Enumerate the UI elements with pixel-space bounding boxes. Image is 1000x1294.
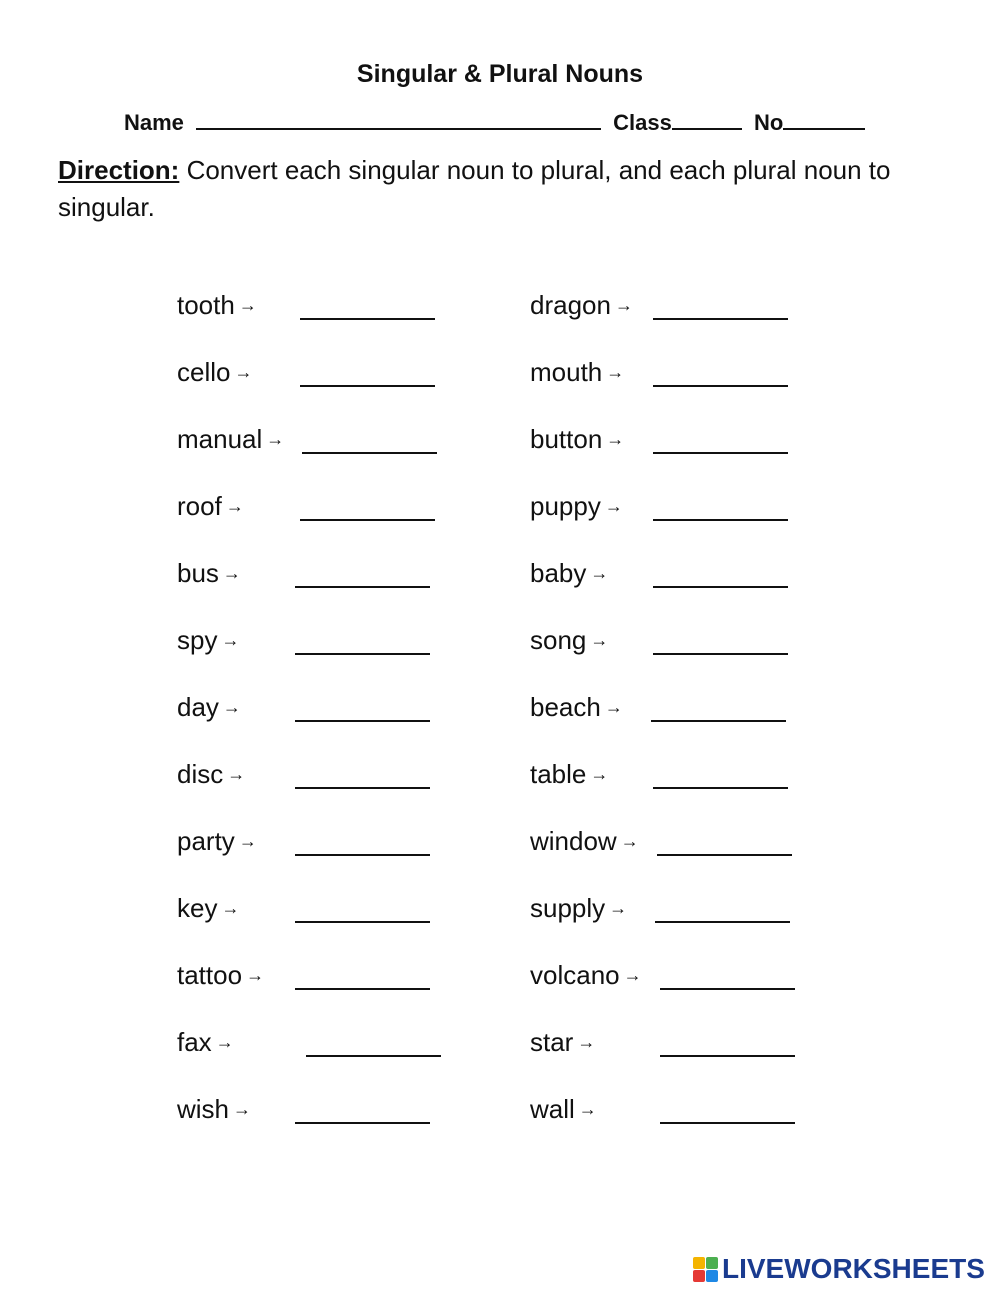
right-word-row	[530, 491, 793, 531]
left-word-row	[177, 692, 435, 732]
noun-text: tooth	[177, 290, 235, 320]
student-info-line	[124, 110, 884, 136]
arrow-icon: →	[606, 362, 625, 382]
noun-word	[177, 826, 257, 857]
right-word-row	[530, 759, 793, 799]
arrow-icon: →	[623, 965, 642, 985]
arrow-icon: →	[590, 563, 609, 583]
noun-text: wish	[177, 1094, 230, 1124]
answer-blank[interactable]	[651, 720, 786, 722]
noun-word	[530, 826, 639, 857]
name-field[interactable]	[196, 110, 601, 130]
answer-blank[interactable]	[295, 653, 430, 655]
answer-blank[interactable]	[295, 854, 430, 856]
arrow-icon: →	[578, 1099, 597, 1119]
arrow-icon: →	[233, 1099, 252, 1119]
noun-word	[530, 357, 624, 388]
noun-word	[530, 290, 633, 321]
answer-blank[interactable]	[295, 787, 430, 789]
logo-mark-icon	[693, 1257, 718, 1282]
right-word-row	[530, 424, 793, 464]
answer-blank[interactable]	[306, 1055, 441, 1057]
left-word-row	[177, 357, 440, 397]
left-word-row	[177, 893, 435, 933]
noun-text: star	[530, 1027, 574, 1057]
right-word-row	[530, 625, 793, 665]
noun-word	[177, 692, 241, 723]
noun-text: dragon	[530, 290, 611, 320]
arrow-icon: →	[238, 831, 257, 851]
arrow-icon: →	[620, 831, 639, 851]
answer-blank[interactable]	[653, 586, 788, 588]
arrow-icon: →	[577, 1032, 596, 1052]
noun-text: baby	[530, 558, 587, 588]
answer-blank[interactable]	[655, 921, 790, 923]
noun-text: day	[177, 692, 219, 722]
class-label: Class	[613, 110, 672, 135]
noun-word	[177, 960, 264, 991]
noun-word	[177, 491, 244, 522]
answer-blank[interactable]	[300, 318, 435, 320]
arrow-icon: →	[225, 496, 244, 516]
right-word-row	[530, 692, 791, 732]
arrow-icon: →	[604, 697, 623, 717]
arrow-icon: →	[227, 764, 246, 784]
noun-text: beach	[530, 692, 601, 722]
noun-word	[530, 759, 608, 790]
noun-text: tattoo	[177, 960, 243, 990]
noun-word	[530, 692, 623, 723]
number-label: No	[754, 110, 784, 135]
answer-blank[interactable]	[653, 452, 788, 454]
noun-word	[177, 759, 245, 790]
noun-word	[530, 893, 627, 924]
noun-text: song	[530, 625, 587, 655]
noun-text: window	[530, 826, 617, 856]
arrow-icon: →	[590, 764, 609, 784]
arrow-icon: →	[222, 697, 241, 717]
noun-word	[530, 558, 608, 589]
name-label: Name	[124, 110, 184, 135]
noun-text: mouth	[530, 357, 603, 387]
answer-blank[interactable]	[295, 586, 430, 588]
answer-blank[interactable]	[653, 385, 788, 387]
noun-text: party	[177, 826, 235, 856]
noun-word	[530, 1027, 595, 1058]
noun-word	[177, 1094, 251, 1125]
left-word-row	[177, 290, 440, 330]
answer-blank[interactable]	[295, 921, 430, 923]
left-word-row	[177, 826, 435, 866]
noun-word	[177, 357, 252, 388]
noun-text: table	[530, 759, 587, 789]
arrow-icon: →	[234, 362, 253, 382]
right-word-row	[530, 826, 797, 866]
left-word-row	[177, 1027, 446, 1067]
left-word-row	[177, 491, 440, 531]
answer-blank[interactable]	[295, 1122, 430, 1124]
noun-text: cello	[177, 357, 231, 387]
noun-text: fax	[177, 1027, 212, 1057]
noun-word	[177, 290, 257, 321]
arrow-icon: →	[221, 630, 240, 650]
noun-word	[530, 1094, 597, 1125]
right-word-row	[530, 1027, 800, 1067]
noun-word	[177, 424, 284, 455]
noun-text: key	[177, 893, 218, 923]
answer-blank[interactable]	[295, 720, 430, 722]
answer-blank[interactable]	[653, 787, 788, 789]
noun-word	[177, 558, 241, 589]
answer-blank[interactable]	[653, 653, 788, 655]
arrow-icon: →	[604, 496, 623, 516]
answer-blank[interactable]	[660, 1055, 795, 1057]
noun-text: button	[530, 424, 603, 454]
left-word-row	[177, 960, 435, 1000]
arrow-icon: →	[238, 295, 257, 315]
right-word-row	[530, 558, 793, 598]
arrow-icon: →	[221, 898, 240, 918]
noun-text: spy	[177, 625, 218, 655]
liveworksheets-logo	[693, 1254, 985, 1284]
answer-blank[interactable]	[302, 452, 437, 454]
right-word-row	[530, 1094, 800, 1134]
right-word-row	[530, 290, 793, 330]
noun-word	[177, 1027, 234, 1058]
arrow-icon: →	[215, 1032, 234, 1052]
noun-text: manual	[177, 424, 263, 454]
arrow-icon: →	[246, 965, 265, 985]
logo-text: LIVEWORKSHEETS	[722, 1253, 985, 1284]
arrow-icon: →	[590, 630, 609, 650]
answer-blank[interactable]	[653, 519, 788, 521]
left-word-row	[177, 558, 435, 598]
arrow-icon: →	[606, 429, 625, 449]
noun-word	[177, 893, 239, 924]
class-field[interactable]	[672, 110, 742, 130]
left-word-row	[177, 424, 442, 464]
noun-word	[530, 625, 608, 656]
direction-paragraph	[58, 152, 948, 226]
left-word-row	[177, 625, 435, 665]
worksheet-title: Singular & Plural Nouns	[356, 60, 644, 88]
noun-text: disc	[177, 759, 224, 789]
arrow-icon: →	[609, 898, 628, 918]
arrow-icon: →	[222, 563, 241, 583]
noun-word	[530, 424, 624, 455]
right-word-row	[530, 357, 793, 397]
answer-blank[interactable]	[657, 854, 792, 856]
noun-text: volcano	[530, 960, 620, 990]
arrow-icon: →	[266, 429, 285, 449]
noun-text: puppy	[530, 491, 601, 521]
direction-label: Direction:	[58, 155, 180, 185]
noun-text: bus	[177, 558, 219, 588]
answer-blank[interactable]	[653, 318, 788, 320]
answer-blank[interactable]	[300, 519, 435, 521]
answer-blank[interactable]	[295, 988, 430, 990]
answer-blank[interactable]	[660, 1122, 795, 1124]
noun-word	[530, 491, 623, 522]
noun-word	[177, 625, 239, 656]
answer-blank[interactable]	[660, 988, 795, 990]
left-word-row	[177, 759, 435, 799]
noun-word	[530, 960, 642, 991]
number-field[interactable]	[783, 110, 865, 130]
noun-text: supply	[530, 893, 606, 923]
direction-text: Convert each singular noun to plural, and each plural noun to singular.	[58, 155, 891, 222]
arrow-icon: →	[614, 295, 633, 315]
answer-blank[interactable]	[300, 385, 435, 387]
left-word-row	[177, 1094, 435, 1134]
noun-text: roof	[177, 491, 222, 521]
right-word-row	[530, 893, 795, 933]
right-word-row	[530, 960, 800, 1000]
noun-text: wall	[530, 1094, 575, 1124]
